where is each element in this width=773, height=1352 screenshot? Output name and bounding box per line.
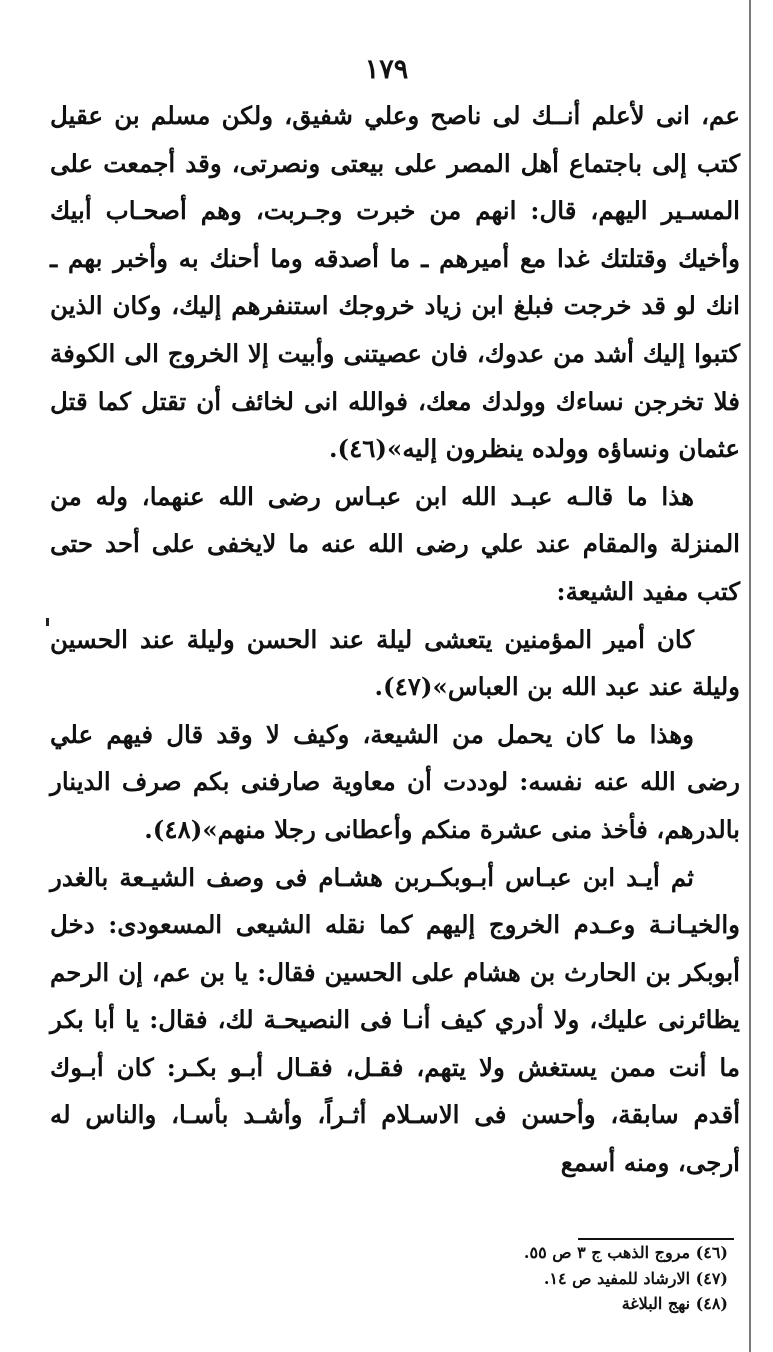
main-text [50,92,740,1187]
paragraph-4: وهذا ما كان يحمل من الشيعة، وكيف لا وقد قال فيهم علي رضى الله عنه نفسه: لوددت أن معاوية صارفنى بكم صرف الدينار بالدرهم، فأخذ منى عشرة منكم وأعطانى رجلا منهم»(٤٨). [50,719,740,844]
scan-mark [46,618,49,626]
paragraph-2: هذا ما قالـه عبـد الله ابن عبـاس رضى الله عنهما، وله من المنزلة والمقام عند علي رضى الله عنه ما لايخفى على أحد حتى كتب مفيد الشيعة: [50,481,740,606]
paragraph-5: ثم أيـد ابن عبـاس أبـوبكـربن هشـام فى وصف الشيـعة بالغدر والخيـانـة وعـدم الخروج إليهم كما نقله الشيعى المسعودى: دخل أبوبكر بن الحارث بن هشام على الحسين فقال: يا بن عم، إن الرحم يظائرنى عليك، ولا أدري كيف أنـا فى النصيحـة لك، فقال: يا أبا بكر ما أنت ممن يستغش ولا يتهم، فقـل، فقـال أبـو بكـر: كان أبـوك أقدم سابقة، وأحسن فى الاسـلام أثـراً، وأشـد بأسـا، والناس له أرجى، ومنه أسمع [50,862,740,1178]
page-number: ١٧٩ [364,54,409,85]
footnote-47: (٤٧) الارشاد للمفيد ص ١٤. [543,1268,728,1288]
footnotes [300,1240,728,1317]
paragraph-1: عم، انى لأعلم أنــك لى ناصح وعلي شفيق، ولكن مسلم بن عقيل كتب إلى باجتماع أهل المصر على بيعتى ونصرتى، وقد أجمعت على المسـير اليهم، قال: انهم من خبرت وجـربت، وهم أصحـاب أبيك وأخيك وقتلتك غدا مع أميرهم ـ ما أصدقه وما أحنك به وأخبر بهم ـ انك لو قد خرجت فبلغ ابن زياد خروجك استنفرهم إليك، وكان الذين كتبوا إليك أشد من عدوك، فان عصيتنى وأبيت إلا الخروج الى الكوفة فلا تخرجن نساءك وولدك معك، فوالله انى لخائف أن تقتل كما قتل عثمان ونساؤه وولده ينظرون إليه»(٤٦). [50,101,741,464]
page-edge-line [749,0,751,1352]
footnote-46: (٤٦) مروج الذهب ج ٣ ص ٥٥. [523,1243,728,1262]
paragraph-3: كان أمير المؤمنين يتعشى ليلة عند الحسن وليلة عند الحسين وليلة عند عبد الله بن العباس»(٤٧). [50,624,740,702]
footnote-48: (٤٨) نهج البلاغة [621,1294,728,1313]
